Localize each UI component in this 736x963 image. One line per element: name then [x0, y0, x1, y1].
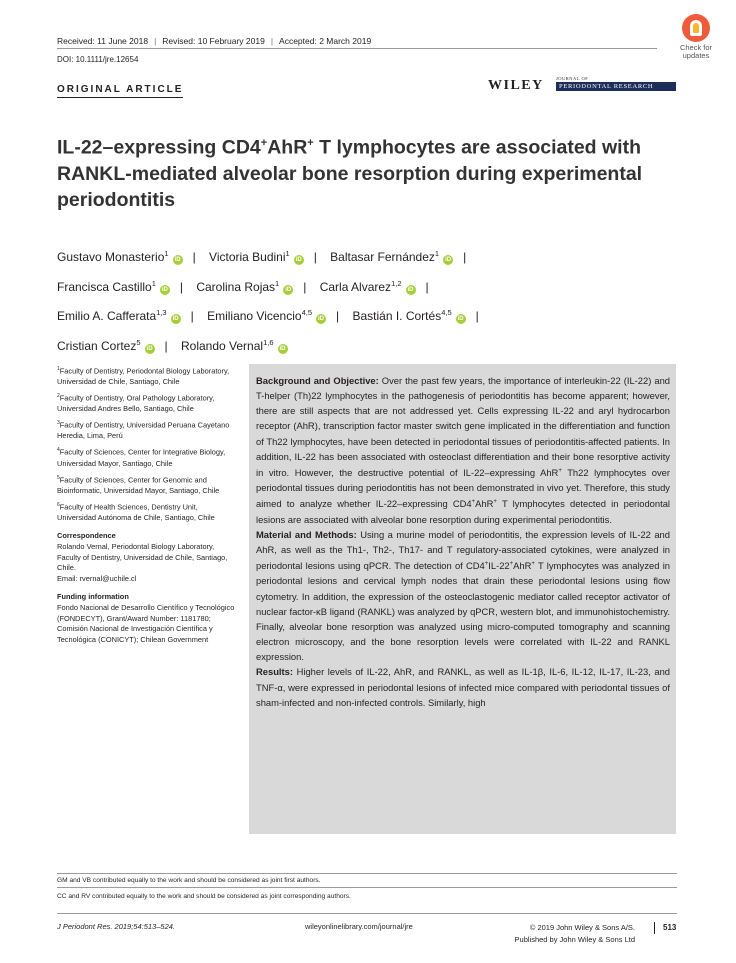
- funding-heading: Funding information: [57, 592, 129, 602]
- citation: J Periodont Res. 2019;54:513–524.: [57, 922, 176, 931]
- author[interactable]: Victoria Budini$^1$iD: [209, 249, 302, 264]
- orcid-icon[interactable]: iD: [318, 316, 325, 322]
- correspondence-text: Rolando Vernal, Periodontal Biology Laboratory, Faculty of Dentistry, Universidad de Chile, Santiago, Chile.: [57, 542, 228, 573]
- correspondence-email[interactable]: Email: rvernal@uchile.cl: [57, 573, 137, 583]
- author[interactable]: Emilio A. Cafferata$^{1,3}$iD: [57, 308, 179, 323]
- orcid-icon[interactable]: iD: [174, 257, 181, 263]
- received-date: Received: 11 June 2018: [57, 36, 149, 46]
- orcid-icon[interactable]: iD: [457, 316, 464, 322]
- publisher-logo: WILEY: [488, 78, 544, 93]
- date-separator: |: [270, 36, 274, 46]
- affiliation: $^4$Faculty of Sciences, Center for Integrative Biology, Universidad Mayor, Santiago, Chile: [57, 447, 226, 468]
- author[interactable]: Francisca Castillo$^1$iD: [57, 278, 168, 294]
- footnote-rule: [57, 873, 677, 874]
- orcid-icon[interactable]: iD: [407, 286, 414, 293]
- correspondence-heading: Correspondence: [57, 531, 116, 541]
- date-separator: |: [154, 36, 157, 46]
- journal-logo: [556, 76, 676, 91]
- check-updates-icon: [682, 14, 710, 42]
- footnote-first-authors: GM and VB contributed equally to the work and should be considered as joint first authors.: [57, 877, 321, 884]
- author[interactable]: Carla Alvarez$^{1,2}$iD: [319, 278, 414, 294]
- revised-date: Revised: 10 February 2019: [162, 36, 265, 46]
- author[interactable]: Cristian Cortez$^5$iD: [57, 337, 153, 353]
- journal-logo-name: PERIODONTAL RESEARCH: [556, 82, 676, 91]
- orcid-icon[interactable]: iD: [279, 345, 286, 352]
- page-number: 513: [654, 922, 676, 934]
- journal-logo-small: JOURNAL OF: [556, 76, 589, 81]
- footnote-rule: [57, 887, 677, 888]
- article-type: ORIGINAL ARTICLE: [57, 84, 183, 98]
- check-updates-label-1: Check for: [679, 43, 713, 52]
- check-updates-label-2: updates: [682, 51, 710, 60]
- check-for-updates-button[interactable]: [671, 14, 721, 60]
- article-title: IL-22–expressing CD4+AhR+ T lymphocytes are associated with RANKL-mediated alveolar bone resorption during experimental periodontitis: [57, 136, 643, 211]
- orcid-icon[interactable]: iD: [285, 286, 292, 293]
- abstract-box: [249, 364, 676, 834]
- author[interactable]: Baltasar Fernández$^1$iD: [330, 249, 452, 264]
- abstract-results: Results: Higher levels of IL-22, AhR, and RANKL, as well as IL-1β, IL-6, IL-12, IL-17, IL-23, and TNF-α, were expressed in periodontal lesions of infected mice compared with periodontal tissues of sham-infected and non-infected controls. Similarly, high: [256, 666, 670, 708]
- author[interactable]: Carolina Rojas$^1$iD: [196, 278, 292, 294]
- funding-text: Fondo Nacional de Desarrollo Científico y Tecnológico (FONDECYT), Grant/Award Number: 1181780; Comisión Nacional de Investigación Científica y Tecnológica (CONICYT); Chilean Government: [57, 603, 235, 644]
- affiliation: $^6$Faculty of Health Sciences, Dentistry Unit, Universidad Autónoma de Chile, Santiago, Chile: [57, 501, 215, 522]
- footnote-corresponding-authors: CC and RV contributed equally to the work and should be considered as joint corresponding authors.: [57, 893, 351, 900]
- affiliation: $^2$Faculty of Dentistry, Oral Pathology Laboratory, Universidad Andres Bello, Santiago, Chile: [57, 393, 215, 414]
- footer-rule: [57, 913, 677, 914]
- orcid-icon[interactable]: iD: [146, 345, 153, 352]
- author-list: Gustavo Monasterio$^1$iD | Victoria Budini$^1$iD | Baltasar Fernández$^1$iD | Francisca Castillo$^1$iD | Carolina Rojas$^1$iD | Carla Alvarez$^{1,2}$iD | Emilio A. Cafferata$^{1,3}$iD | Emiliano Vicencio$^{4,5}$iD | Bastián I. Cortés$^{4,5}$iD | Cristian Cortez$^5$iD | Rolando Vernal$^{1,6}$iD: [57, 241, 637, 359]
- author[interactable]: Bastián I. Cortés$^{4,5}$iD: [352, 308, 464, 323]
- orcid-icon[interactable]: iD: [445, 257, 452, 263]
- header-rule: [57, 48, 657, 49]
- author[interactable]: Gustavo Monasterio$^1$iD: [57, 249, 181, 264]
- journal-url[interactable]: wileyonlinelibrary.com/journal/jre: [305, 922, 413, 931]
- author[interactable]: Emiliano Vicencio$^{4,5}$iD: [207, 308, 325, 323]
- affiliations-column: [57, 364, 235, 649]
- affiliation: $^1$Faculty of Dentistry, Periodontal Biology Laboratory, Universidad de Chile, Santiago, Chile: [57, 366, 230, 387]
- orcid-icon[interactable]: iD: [295, 257, 302, 263]
- author[interactable]: Rolando Vernal$^{1,6}$iD: [181, 337, 286, 353]
- accepted-date: Accepted: 2 March 2019: [279, 36, 372, 46]
- affiliation: $^3$Faculty of Dentistry, Universidad Peruana Cayetano Heredia, Lima, Perú: [57, 420, 230, 441]
- copyright: © 2019 John Wiley & Sons A/S. Published by John Wiley & Sons Ltd: [514, 923, 635, 944]
- affiliation: $^5$Faculty of Sciences, Center for Genomic and Bioinformatic, Universidad Mayor, Santiago, Chile: [57, 474, 220, 495]
- abstract-background: Background and Objective: Over the past few years, the importance of interleukin-22 (IL-22) and T-helper (Th)22 lymphocytes in the pathogenesis of periodontitis has become apparent; however, there are still aspects that are not addressed yet. Cells expressing IL-22 and aryl hydrocarbon receptor (AhR), transcription factor master switch gene implicated in the differentiation and function of Th22 lymphocytes, have been detected in periodontal tissues of periodontitis-affected patients. In addition, IL-22 has been associated with osteoclast differentiation and their bone resorptive activity in vitro. However, the destructive potential of IL-22–expressing AhR+ Th22 lymphocytes over periodontal tissues during periodontitis has not been demonstrated in vivo yet. Therefore, this study aimed to analyze whether IL-22–expressing CD4+AhR+ T lymphocytes detected in periodontal lesions are associated with alveolar bone resorption during experimental periodontitis.: [256, 375, 671, 525]
- abstract-methods: Material and Methods: Using a murine model of periodontitis, the expression levels of IL-22 and AhR, as well as the Th1-, Th2-, Th17- and T regulatory-associated cytokines, were analyzed in periodontal lesions using qPCR. The detection of CD4+IL-22+AhR+ T lymphocytes was analyzed in periodontal lesions and cervical lymph nodes that drain these periodontal lesions using flow cytometry. In addition, the expression of the osteoclastogenic mediator called receptor activator of nuclear factor-κB ligand (RANKL) was analyzed by qPCR, western blot, and immunohistochemistry. Finally, alveolar bone resorption was analyzed using micro-computed tomography and scanning electron microscopy, and the bone resorption levels were correlated with IL-22 and RANKL expression.: [256, 528, 671, 663]
- doi: DOI: 10.1111/jre.12654: [57, 55, 139, 64]
- orcid-icon[interactable]: iD: [161, 286, 168, 293]
- orcid-icon[interactable]: iD: [172, 316, 179, 322]
- article-dates: [57, 36, 371, 46]
